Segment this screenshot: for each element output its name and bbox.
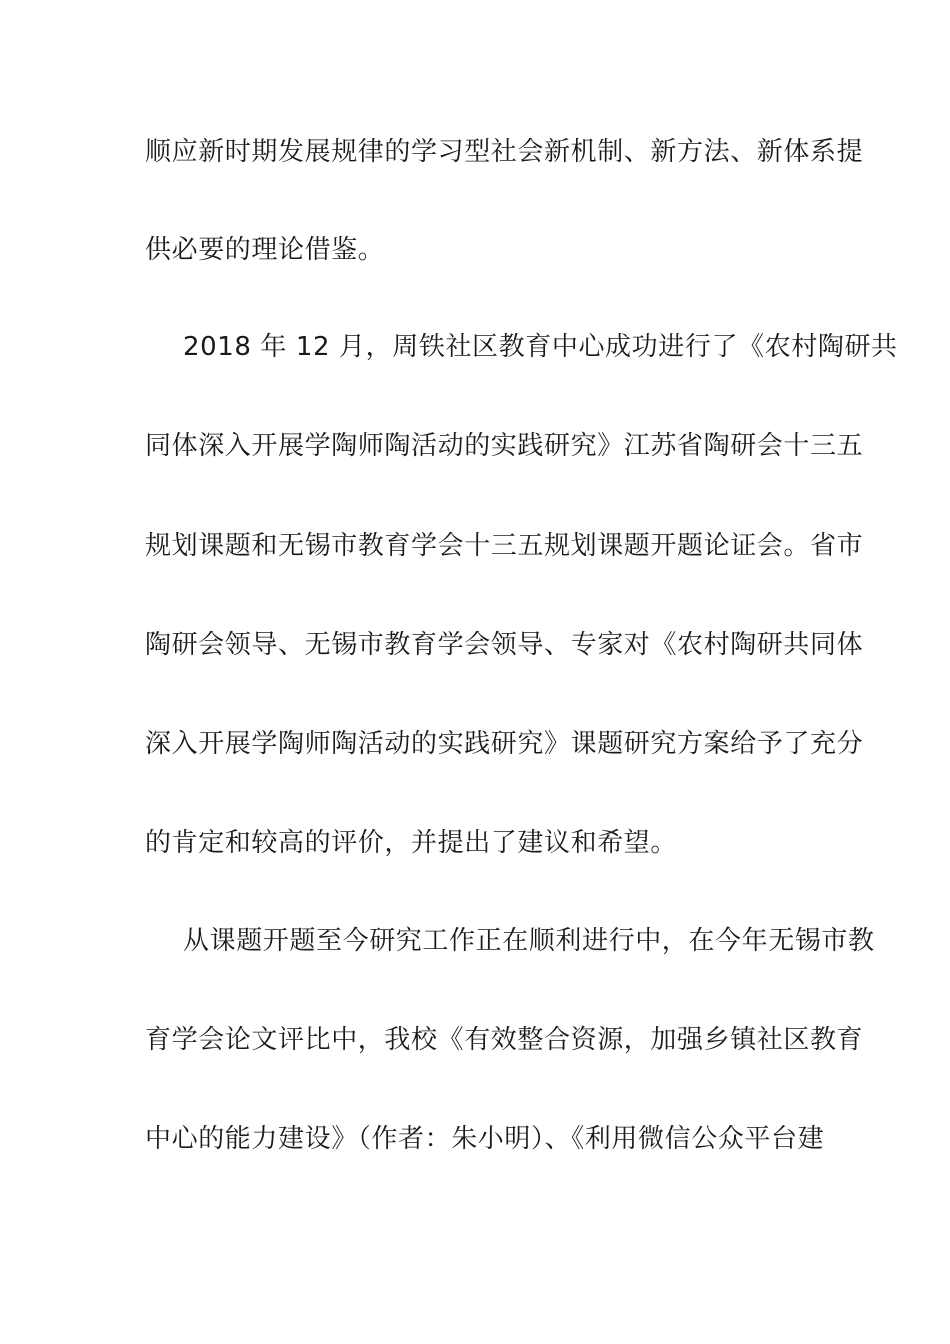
paragraph-line: 育学会论文评比中，我校《有效整合资源，加强乡镇社区教育: [145, 1025, 864, 1055]
paragraph-line: 供必要的理论借鉴。: [145, 235, 385, 265]
paragraph-line: 陶研会领导、无锡市教育学会领导、专家对《农村陶研共同体: [145, 630, 864, 660]
paragraph-line: 规划课题和无锡市教育学会十三五规划课题开题论证会。省市: [145, 531, 864, 561]
paragraph-line: 顺应新时期发展规律的学习型社会新机制、新方法、新体系提: [145, 137, 864, 167]
paragraph-line: 深入开展学陶师陶活动的实践研究》课题研究方案给予了充分: [145, 729, 864, 759]
paragraph-line: 2018 年 12 月，周铁社区教育中心成功进行了《农村陶研共: [183, 332, 898, 362]
paragraph-line: 从课题开题至今研究工作正在顺利进行中，在今年无锡市教: [183, 926, 875, 956]
paragraph-line: 中心的能力建设》（作者：朱小明）、《利用微信公众平台建: [145, 1124, 825, 1154]
paragraph-line: 同体深入开展学陶师陶活动的实践研究》江苏省陶研会十三五: [145, 431, 864, 461]
paragraph-line: 的肯定和较高的评价，并提出了建议和希望。: [145, 828, 678, 858]
